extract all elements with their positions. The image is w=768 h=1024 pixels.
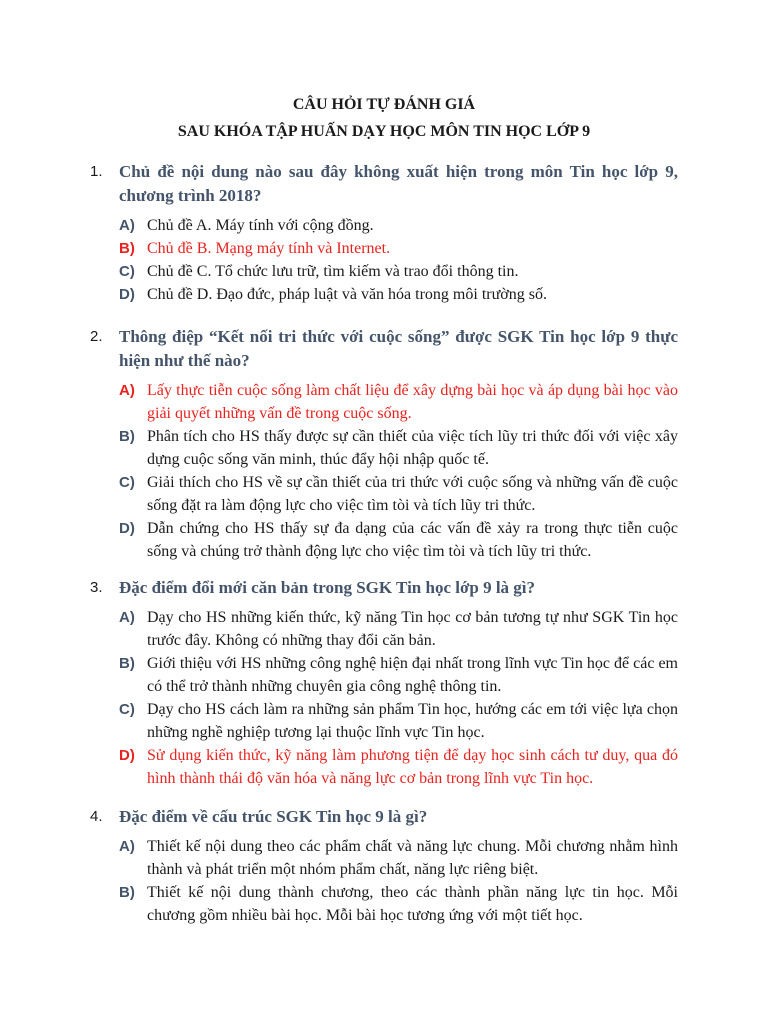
options-list	[90, 214, 678, 306]
question-number: 3.	[90, 579, 103, 596]
option-text: Chủ đề C. Tổ chức lưu trữ, tìm kiếm và trao đổi thông tin.	[147, 263, 519, 280]
option-text: Giới thiệu với HS những công nghệ hiện đại nhất trong lĩnh vực Tin học để các em có thể trở thành những chuyên gia công nghệ thông tin.	[147, 655, 678, 695]
option-letter: C)	[119, 474, 135, 491]
option-text: Thiết kế nội dung theo các phẩm chất và năng lực chung. Mỗi chương nhằm hình thành và phát triển một nhóm phẩm chất, năng lực riêng biệt.	[147, 838, 678, 878]
option-letter: A)	[119, 609, 135, 626]
question-text: Đặc điểm về cấu trúc SGK Tin học 9 là gì?	[119, 807, 428, 826]
question-number: 2.	[90, 328, 103, 345]
option-text: Giải thích cho HS về sự cần thiết của tri thức với cuộc sống và những vấn đề cuộc sống đặt ra làm động lực cho việc tìm tòi và tích lũy tri thức.	[147, 474, 678, 514]
option-text: Lấy thực tiễn cuộc sống làm chất liệu để xây dựng bài học và áp dụng bài học vào giải quyết những vấn đề trong cuộc sống.	[147, 382, 678, 422]
question-text: Thông điệp “Kết nối tri thức với cuộc sống” được SGK Tin học lớp 9 thực hiện như thế nào?	[119, 327, 678, 370]
option-letter: B)	[119, 240, 135, 257]
document-title: CÂU HỎI TỰ ĐÁNH GIÁ	[292, 96, 476, 113]
document-subtitle: SAU KHÓA TẬP HUẤN DẠY HỌC MÔN TIN HỌC LỚP 9	[177, 123, 591, 140]
option-letter: D)	[119, 520, 135, 537]
option-text: Dẫn chứng cho HS thấy sự đa dạng của các vấn đề xảy ra trong thực tiễn cuộc sống và chúng trở thành động lực cho việc tìm tòi và tích lũy tri thức.	[147, 520, 678, 560]
question-2	[90, 325, 678, 563]
question-header	[90, 160, 678, 208]
option-text: Dạy cho HS cách làm ra những sản phẩm Tin học, hướng các em tới việc lựa chọn những nghề nghiệp tương lại thuộc lĩnh vực Tin học.	[147, 701, 678, 741]
option-d	[90, 283, 678, 306]
question-3	[90, 576, 678, 790]
options-list	[90, 606, 678, 790]
option-b	[90, 425, 678, 471]
option-a-correct	[90, 379, 678, 425]
option-a	[90, 606, 678, 652]
option-text: Chủ đề D. Đạo đức, pháp luật và văn hóa trong môi trường số.	[147, 286, 547, 303]
option-letter: B)	[119, 655, 135, 672]
option-letter: D)	[119, 286, 135, 303]
option-c	[90, 471, 678, 517]
option-letter: B)	[119, 884, 135, 901]
option-letter: D)	[119, 747, 135, 764]
question-header	[90, 325, 678, 373]
option-letter: A)	[119, 217, 135, 234]
question-text: Đặc điểm đổi mới căn bản trong SGK Tin học lớp 9 là gì?	[119, 578, 536, 597]
option-text: Thiết kế nội dung thành chương, theo các thành phần năng lực tin học. Mỗi chương gồm nhiều bài học. Mỗi bài học tương ứng với một tiết học.	[147, 884, 678, 924]
option-b	[90, 881, 678, 927]
option-letter: A)	[119, 382, 135, 399]
question-4	[90, 805, 678, 927]
option-letter: B)	[119, 428, 135, 445]
option-letter: A)	[119, 838, 135, 855]
question-number: 1.	[90, 163, 103, 180]
option-b-correct	[90, 237, 678, 260]
option-text: Dạy cho HS những kiến thức, kỹ năng Tin học cơ bản tương tự như SGK Tin học trước đây. Không có những thay đổi căn bản.	[147, 609, 678, 649]
option-letter: C)	[119, 701, 135, 718]
option-b	[90, 652, 678, 698]
option-d-correct	[90, 744, 678, 790]
option-text: Chủ đề A. Máy tính với cộng đồng.	[147, 217, 374, 234]
option-c	[90, 698, 678, 744]
option-text: Chủ đề B. Mạng máy tính và Internet.	[147, 240, 391, 257]
question-header	[90, 576, 678, 600]
question-1	[90, 160, 678, 306]
option-a	[90, 835, 678, 881]
option-d	[90, 517, 678, 563]
question-header	[90, 805, 678, 829]
options-list	[90, 379, 678, 563]
question-number: 4.	[90, 808, 103, 825]
options-list	[90, 835, 678, 927]
option-c	[90, 260, 678, 283]
question-text: Chủ đề nội dung nào sau đây không xuất hiện trong môn Tin học lớp 9, chương trình 2018?	[119, 162, 678, 205]
option-a	[90, 214, 678, 237]
option-text: Phân tích cho HS thấy được sự cần thiết của việc tích lũy tri thức đối với việc xây dựng cuộc sống văn minh, thúc đẩy hội nhập quốc tế.	[147, 428, 678, 468]
option-letter: C)	[119, 263, 135, 280]
option-text: Sử dụng kiến thức, kỹ năng làm phương tiện để dạy học sinh cách tư duy, qua đó hình thành thái độ văn hóa và năng lực cơ bản trong lĩnh vực Tin học.	[147, 747, 678, 787]
